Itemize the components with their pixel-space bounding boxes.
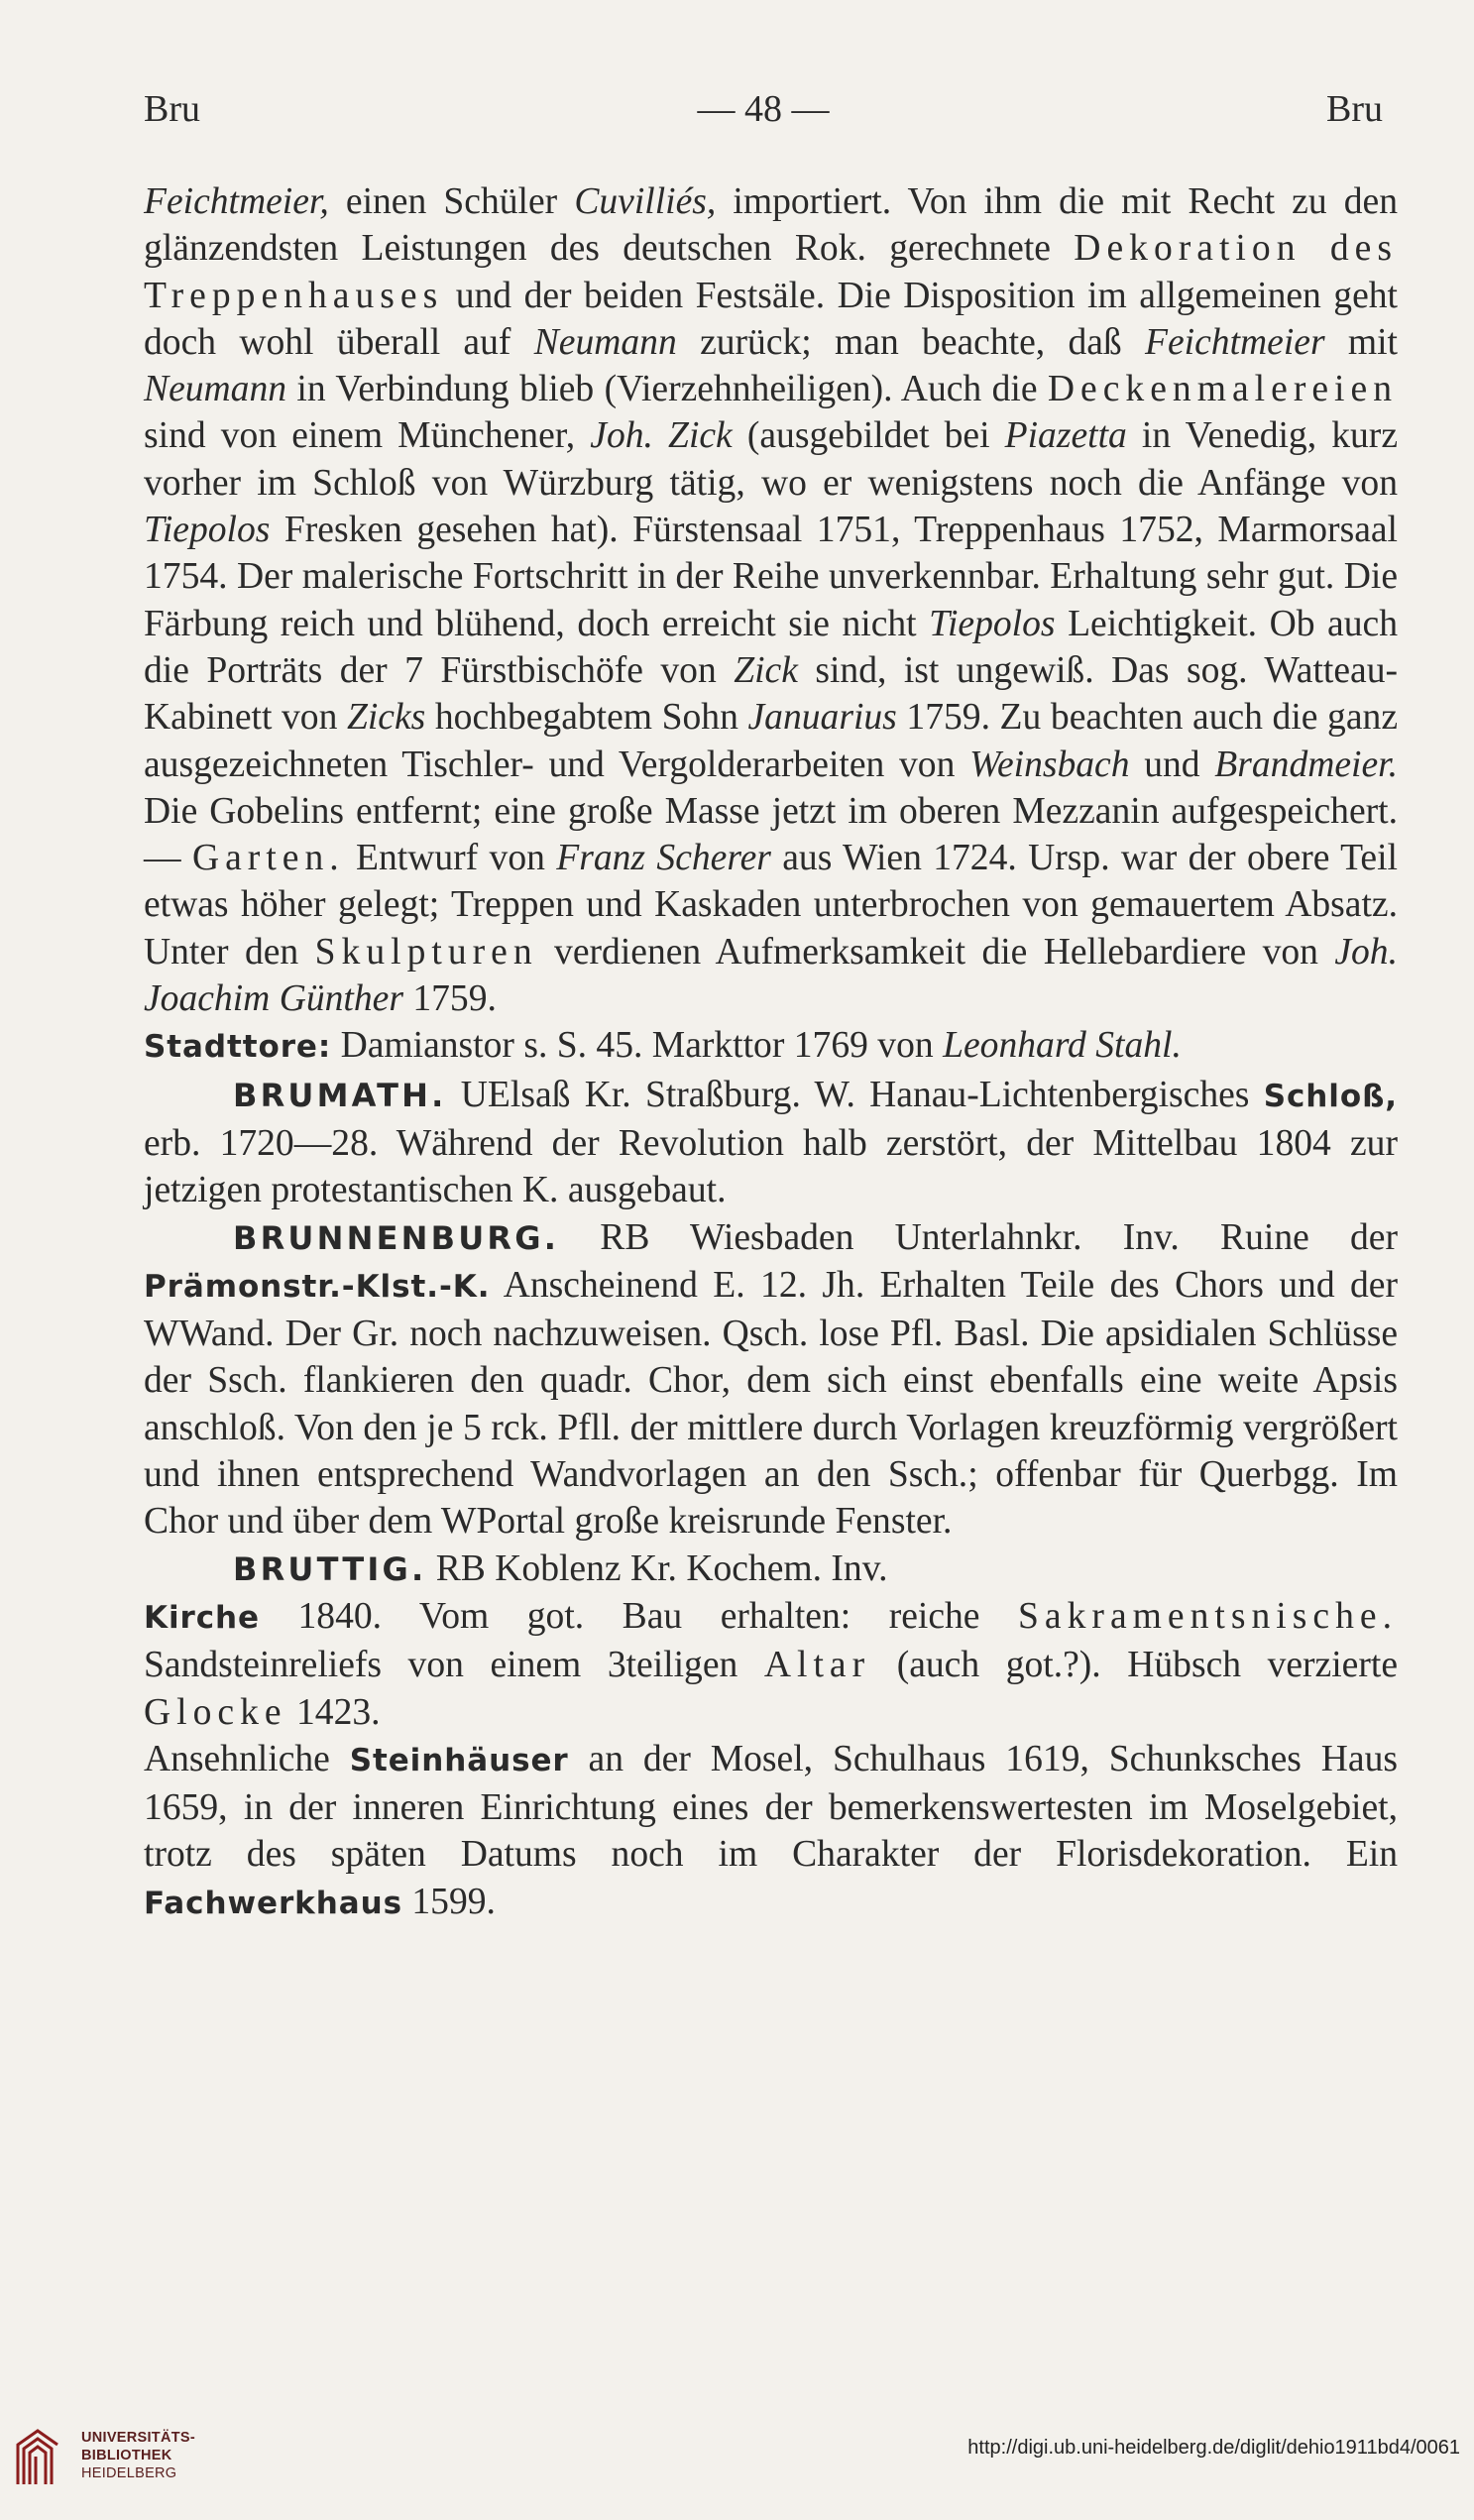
italic-name: Feichtmeier (1145, 321, 1325, 363)
text-run: Fresken gesehen hat). Fürstensaal 1751, Treppenhaus 1752, Marmorsaal 1754. Der malerische Fortschritt in der Reihe unverkennbar. Erhaltung sehr gut. Die Färbung reich und blühend, doch erreicht sie nicht (144, 510, 1398, 644)
text-run: Die Gobelins entfernt; eine große Masse jetzt im oberen Mezzanin aufgespeichert. — (144, 790, 1398, 879)
italic-name: Joh. Joachim Günther (144, 931, 1398, 1020)
entry-paragraph (144, 1072, 1398, 1214)
text-run: RB Koblenz Kr. Kochem. Inv. (426, 1547, 888, 1589)
entry-heading: BRUNNENBURG. (233, 1218, 560, 1257)
bold-term: Kirche (144, 1599, 260, 1636)
entry-paragraph (144, 1214, 1398, 1546)
italic-name: Januarius (747, 697, 897, 739)
text-run: und (1129, 744, 1215, 785)
spaced-term: Deckenmalereien (1047, 369, 1398, 410)
library-name (81, 2429, 195, 2482)
text-run: 1840. Vom got. Bau erhalten: reiche (260, 1595, 1018, 1637)
italic-name: Franz Scherer (556, 838, 771, 879)
italic-name: Leonhard Stahl. (943, 1025, 1182, 1067)
text-run: in Venedig, kurz vorher im Schloß von Würzburg tätig, wo er wenigstens noch die Anfänge von (144, 415, 1398, 504)
bold-term: Stadttore: (144, 1029, 332, 1066)
page-number: — 48 — (697, 88, 830, 130)
text-run: 1599. (401, 1881, 496, 1922)
italic-name: Brandmeier. (1214, 744, 1399, 785)
text-run: importiert. Von ihm die mit Recht zu den glänzendsten Leistungen des deutschen Rok. gerechnete (144, 181, 1398, 270)
body-paragraph (144, 1022, 1398, 1071)
text-run: mit (1324, 321, 1398, 363)
text-run: verdienen Aufmerksamkeit die Hellebardiere von (537, 931, 1335, 973)
text-run: (auch got.?). Hübsch verzierte (870, 1645, 1398, 1686)
text-run: einen Schüler (328, 181, 575, 222)
spaced-term: Sakramentsnische. (1018, 1595, 1398, 1637)
library-logo-icon (14, 2427, 61, 2486)
text-run: Damianstor s. S. 45. Markttor 1769 von (331, 1025, 944, 1067)
text-run: erb. 1720—28. Während der Revolution halb zerstört, der Mittelbau 1804 zur jetzigen protestantischen K. ausgebaut. (144, 1122, 1398, 1211)
italic-name: Cuvilliés, (574, 181, 717, 222)
italic-name: Weinsbach (969, 744, 1130, 785)
spaced-term: Dekoration des Treppenhauses (144, 228, 1399, 316)
italic-name: Neumann (144, 369, 287, 410)
main-text (144, 178, 1398, 1927)
text-run: 1759. Zu beachten auch die ganz ausgezeichneten Tischler- und Vergolderarbeiten von (144, 697, 1398, 785)
text-run: und der beiden Festsäle. Die Disposition im allgemeinen geht doch wohl überall auf (144, 275, 1398, 363)
header-right-keyword: Bru (1326, 88, 1383, 130)
entry-heading: BRUTTIG. (233, 1549, 427, 1588)
text-run: aus Wien 1724. Ursp. war der obere Teil etwas höher gelegt; Treppen und Kaskaden unterbrochen von gemauertem Absatz. Unter den (144, 838, 1398, 973)
running-header (144, 87, 1383, 147)
header-left-keyword: Bru (144, 88, 200, 130)
body-paragraph (144, 1736, 1398, 1927)
text-run: an der Mosel, Schulhaus 1619, Schunksches Haus 1659, in der inneren Einrichtung eines der bemerkenswertesten im Moselgebiet, trotz des späten Datums noch im Charakter der Florisdekoration. Ein (144, 1738, 1398, 1876)
spaced-term: Garten. (191, 838, 345, 879)
italic-name: Tiepolos (144, 510, 271, 551)
bold-term: Fachwerkhaus (144, 1885, 402, 1921)
spaced-term: Glocke (144, 1691, 287, 1733)
library-name-line3: HEIDELBERG (81, 2465, 177, 2481)
spaced-term: Skulpturen (314, 931, 538, 973)
text-run: sind, ist ungewiß. Das sog. Watteau-Kabinett von (144, 649, 1398, 739)
italic-name: Tiepolos (929, 603, 1056, 644)
body-paragraph (144, 178, 1398, 1022)
text-run: Leichtigkeit. Ob auch die Porträts der 7 Fürstbischöfe von (144, 603, 1398, 691)
text-run: 1759. (402, 978, 497, 1020)
bold-term: Steinhäuser (349, 1742, 569, 1778)
text-run: RB Wiesbaden Unterlahnkr. Inv. Ruine der (559, 1216, 1398, 1258)
entry-paragraph (144, 1546, 1398, 1593)
text-run: hochbegabtem Sohn (425, 697, 748, 739)
text-run: Sandsteinreliefs von einem 3teiligen (144, 1645, 764, 1686)
library-name-line1: UNIVERSITÄTS- (81, 2430, 195, 2446)
text-run: 1423. (286, 1691, 381, 1733)
library-name-line2: BIBLIOTHEK (81, 2448, 172, 2463)
entry-heading: BRUMATH. (233, 1076, 447, 1114)
text-run: Entwurf von (344, 838, 557, 879)
italic-name: Neumann (533, 321, 677, 363)
text-run: in Verbindung blieb (Vierzehnheiligen). Auch die (286, 369, 1048, 410)
spaced-term: Altar (763, 1645, 871, 1686)
italic-name: Piazetta (1004, 415, 1127, 457)
italic-name: Feichtmeier, (144, 181, 329, 222)
source-url[interactable]: http://digi.ub.uni-heidelberg.de/diglit/dehio1911bd4/0061 (967, 2437, 1460, 2459)
body-paragraph (144, 1593, 1398, 1736)
text-run: sind von einem Münchener, (144, 415, 591, 457)
italic-name: Zick (734, 649, 798, 691)
text-run: (ausgebildet bei (732, 415, 1005, 457)
text-run: UElsaß Kr. Straßburg. W. Hanau-Lichtenbergisches (446, 1074, 1264, 1115)
text-run: Ansehnliche (144, 1738, 350, 1779)
italic-name: Joh. Zick (590, 415, 733, 457)
italic-name: Zicks (346, 697, 426, 739)
bold-term: Schloß, (1263, 1078, 1398, 1114)
text-run: Anscheinend E. 12. Jh. Erhalten Teile des Chors und der WWand. Der Gr. noch nachzuweisen. Qsch. lose Pfl. Basl. Die apsidialen Schlüsse der Ssch. flankieren den quadr. Chor, dem sich einst ebenfalls eine weite Apsis anschloß. Von den je 5 rck. Pfll. der mittlere durch Vorlagen kreuzförmig vergrößert und ihnen entsprechend Wandvorlagen an den Ssch.; offenbar für Querbgg. Im Chor und über dem WPortal große kreisrunde Fenster. (144, 1264, 1398, 1543)
text-run: zurück; man beachte, daß (676, 321, 1146, 363)
footer (0, 2409, 1474, 2508)
bold-term: Prämonstr.-Klst.-K. (144, 1268, 491, 1305)
